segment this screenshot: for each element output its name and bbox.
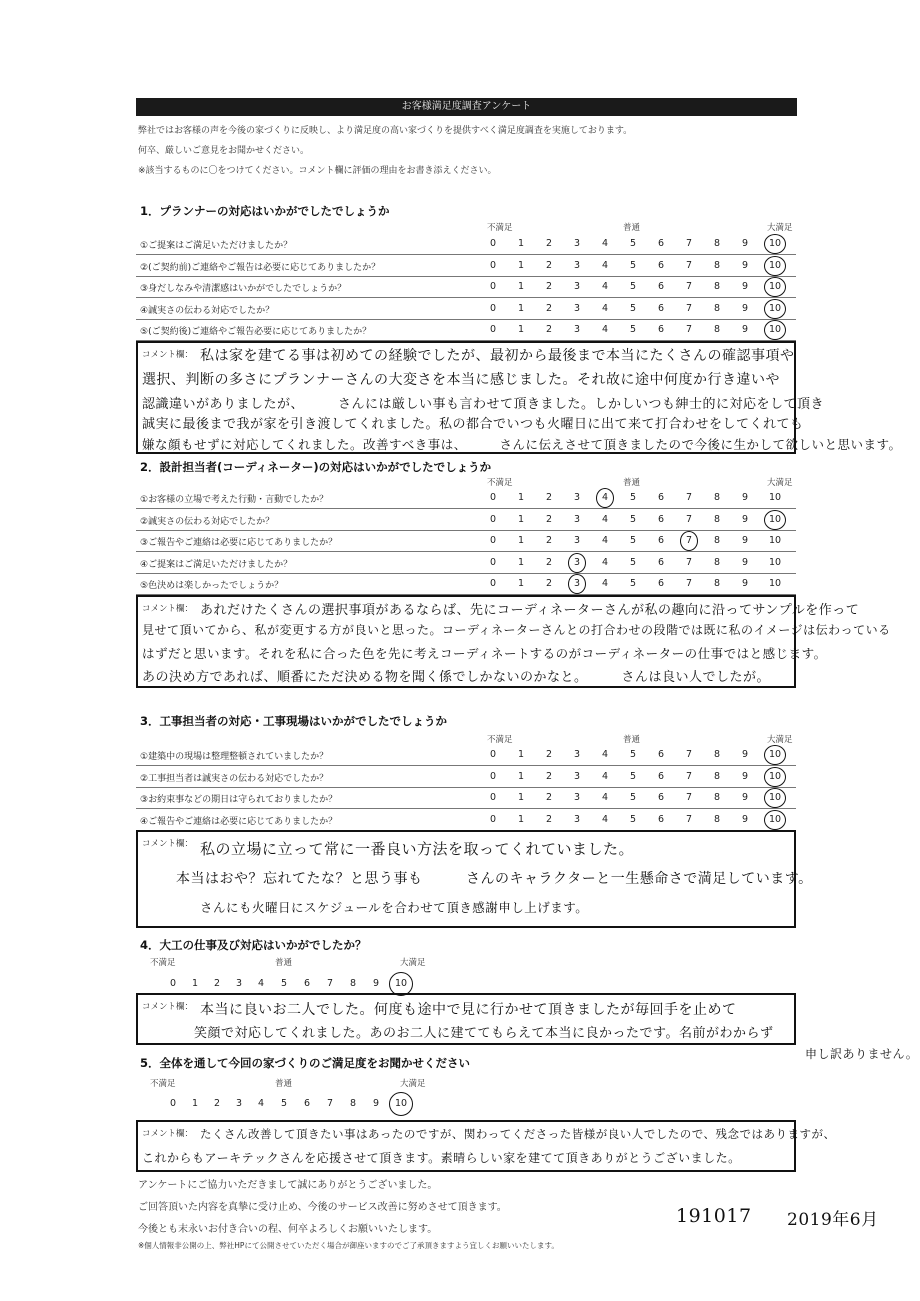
rating-option-6[interactable]: 6 (657, 813, 665, 825)
rating-option-1[interactable]: 1 (517, 770, 525, 782)
rating-option-8[interactable]: 8 (713, 792, 721, 803)
rating-option-4[interactable]: 4 (601, 770, 609, 782)
rating-option-1[interactable]: 1 (191, 978, 199, 989)
rating-option-1[interactable]: 1 (517, 281, 525, 292)
handwritten-id: 191017 (676, 1205, 752, 1227)
comment-line-overflow: 申し訳ありません。 (805, 1047, 919, 1061)
rating-option-3[interactable]: 3 (235, 1098, 243, 1109)
comment-line: たくさん改善して頂きたい事はあったのですが、関わってくださった皆様が良い人でしたので、残念ではありますが、 (200, 1127, 836, 1141)
rating-option-2[interactable]: 2 (545, 556, 553, 568)
rating-option-9[interactable]: 9 (741, 556, 749, 568)
rating-option-5[interactable]: 5 (280, 978, 288, 989)
rating-option-0[interactable]: 0 (489, 813, 497, 825)
rating-option-0[interactable]: 0 (489, 513, 497, 525)
rating-option-4[interactable]: 4 (601, 749, 609, 760)
comment-line: 嫌な顔もせずに対応してくれました。改善すべき事は、 さんに伝えさせて頂きましたので今後に生かして欲しいと思います。 (142, 437, 902, 452)
rating-option-7[interactable]: 7 (685, 556, 693, 568)
comment-line: これからもアーキテックさんを応援させて頂きます。素晴らしい家を建てて頂きありがとうございました。 (142, 1151, 741, 1165)
rating-option-7[interactable]: 7 (685, 238, 693, 249)
rating-option-1[interactable]: 1 (517, 749, 525, 760)
comment-label: コメント欄： (142, 1129, 194, 1139)
comment-label: コメント欄： (142, 604, 194, 614)
question-text: ④誠実さの伝わる対応でしたか？ (140, 305, 275, 316)
section-4-title: 4．大工の仕事及び対応はいかがでしたか？ (140, 938, 367, 952)
rating-option-1[interactable]: 1 (517, 238, 525, 249)
rating-option-4[interactable]: 4 (601, 535, 609, 546)
comment-label: コメント欄： (142, 1002, 194, 1012)
rating-option-1[interactable]: 1 (517, 535, 525, 546)
footer-line-2: ご回答頂いた内容を真摯に受け止め、今後のサービス改善に努めさせて頂きます。 (138, 1202, 507, 1213)
rating-option-1[interactable]: 1 (517, 324, 525, 335)
rating-option-3[interactable]: 3 (573, 259, 581, 271)
rating-option-3[interactable]: 3 (573, 770, 581, 782)
rating-option-1[interactable]: 1 (517, 813, 525, 825)
comment-line: 笑顔で対応してくれました。あのお二人に建ててもらえて本当に良かったです。名前がわからず (194, 1026, 774, 1041)
selected-rating-circle (764, 767, 786, 787)
question-text: ②工事担当者は誠実さの伝わる対応でしたか？ (140, 773, 329, 784)
comment-line: あの決め方であれば、順番にただ決める物を聞く係でしかないのかなと。 さんは良い人でしたが。 (142, 670, 771, 685)
scale-low-label: 不満足 (150, 958, 176, 968)
rating-option-3[interactable]: 3 (573, 535, 581, 546)
question-row (136, 233, 796, 255)
rating-option-8[interactable]: 8 (713, 281, 721, 292)
rating-option-6[interactable]: 6 (657, 792, 665, 803)
survey-title-bar: お客様満足度調査アンケート (136, 98, 797, 116)
rating-option-0[interactable]: 0 (489, 556, 497, 568)
question-text: ①建築中の現場は整理整頓されていましたか？ (140, 752, 329, 762)
selected-rating-circle (568, 553, 586, 573)
rating-option-8[interactable]: 8 (713, 578, 721, 589)
rating-option-2[interactable]: 2 (545, 302, 553, 314)
rating-option-9[interactable]: 9 (741, 813, 749, 825)
rating-option-6[interactable]: 6 (657, 324, 665, 335)
question-row (136, 319, 796, 341)
rating-option-0[interactable]: 0 (489, 749, 497, 760)
question-row (136, 766, 796, 788)
question-text: ⑤(ご契約後)ご連絡やご報告必要に応じてありましたか？ (140, 327, 372, 337)
rating-option-6[interactable]: 6 (657, 492, 665, 503)
section-3-comment-box[interactable] (136, 830, 813, 928)
question-row (136, 573, 796, 595)
rating-option-8[interactable]: 8 (713, 749, 721, 760)
comment-label: コメント欄： (142, 839, 194, 849)
rating-option-2[interactable]: 2 (545, 259, 553, 271)
question-text: ①ご提案はご満足いただけましたか？ (140, 241, 293, 251)
rating-option-9[interactable]: 9 (741, 238, 749, 249)
rating-option-2[interactable]: 2 (545, 770, 553, 782)
rating-option-9[interactable]: 9 (741, 324, 749, 335)
scale-high-label: 大満足 (767, 223, 793, 233)
rating-option-0[interactable]: 0 (489, 259, 497, 271)
rating-option-8[interactable]: 8 (713, 302, 721, 314)
scale-mid-label: 普通 (275, 958, 293, 968)
rating-option-4[interactable]: 4 (601, 513, 609, 525)
rating-option-10[interactable]: 10 (768, 513, 782, 525)
scale-high-label: 大満足 (400, 958, 426, 968)
rating-option-8[interactable]: 8 (713, 324, 721, 335)
selected-rating-circle (596, 488, 614, 508)
selected-rating-circle (764, 320, 786, 340)
rating-option-7[interactable]: 7 (685, 770, 693, 782)
rating-option-8[interactable]: 8 (713, 238, 721, 249)
rating-option-9[interactable]: 9 (741, 749, 749, 760)
rating-option-6[interactable]: 6 (657, 238, 665, 249)
question-row (136, 744, 796, 766)
section-4-comment-box[interactable] (136, 993, 796, 1045)
scale-low-label: 不満足 (487, 478, 513, 488)
comment-line: さんにも火曜日にスケジュールを合わせて頂き感謝申し上げます。 (200, 900, 589, 915)
rating-option-6[interactable]: 6 (303, 978, 311, 989)
rating-option-4[interactable]: 4 (601, 492, 609, 503)
rating-option-1[interactable]: 1 (517, 556, 525, 568)
rating-option-5[interactable]: 5 (629, 535, 637, 546)
rating-option-9[interactable]: 9 (741, 492, 749, 503)
rating-option-9[interactable]: 9 (741, 281, 749, 292)
rating-option-6[interactable]: 6 (303, 1098, 311, 1109)
comment-line: 誠実に最後まで我が家を引き渡してくれました。私の都合でいつも火曜日に出て来て打合わせをしてくれても (142, 417, 804, 432)
rating-option-7[interactable]: 7 (685, 749, 693, 760)
rating-option-2[interactable]: 2 (545, 492, 553, 503)
rating-option-10[interactable]: 10 (768, 324, 782, 335)
question-row (136, 509, 796, 531)
rating-option-10[interactable]: 10 (768, 813, 782, 825)
rating-option-6[interactable]: 6 (657, 281, 665, 292)
rating-option-10[interactable]: 10 (768, 302, 782, 314)
rating-option-5[interactable]: 5 (629, 238, 637, 249)
question-text: ①お客様の立場で考えた行動・言動でしたか？ (140, 495, 329, 505)
rating-option-10[interactable]: 10 (768, 259, 782, 271)
rating-option-9[interactable]: 9 (741, 259, 749, 271)
question-row (136, 809, 796, 831)
intro-line-3: ※該当するものに〇をつけてください。コメント欄に評価の理由をお書き添えください。 (138, 166, 497, 176)
rating-option-10[interactable]: 10 (768, 749, 782, 760)
rating-option-7[interactable]: 7 (685, 324, 693, 335)
rating-option-2[interactable]: 2 (213, 1098, 221, 1109)
section-2-comment-box[interactable] (136, 595, 891, 688)
rating-option-5[interactable]: 5 (629, 324, 637, 335)
rating-option-2[interactable]: 2 (545, 813, 553, 825)
rating-option-7[interactable]: 7 (685, 259, 693, 271)
rating-option-6[interactable]: 6 (657, 578, 665, 589)
rating-option-10[interactable]: 10 (394, 1098, 408, 1109)
rating-option-7[interactable]: 7 (326, 978, 334, 989)
rating-option-8[interactable]: 8 (349, 978, 357, 989)
rating-option-9[interactable]: 9 (741, 792, 749, 803)
rating-option-6[interactable]: 6 (657, 513, 665, 525)
rating-option-8[interactable]: 8 (713, 513, 721, 525)
intro-line-2: 何卒、厳しいご意見をお聞かせください。 (138, 146, 310, 156)
rating-option-1[interactable]: 1 (517, 578, 525, 589)
question-row (136, 255, 796, 277)
comment-line: 私の立場に立って常に一番良い方法を取ってくれていました。 (200, 840, 635, 858)
rating-option-9[interactable]: 9 (741, 302, 749, 314)
rating-option-0[interactable]: 0 (169, 978, 177, 989)
comment-line: あれだけたくさんの選択事項があるならば、先にコーディネーターさんが私の趣向に沿ってサンプルを作って (200, 603, 860, 618)
rating-option-4[interactable]: 4 (257, 978, 265, 989)
rating-option-7[interactable]: 7 (685, 281, 693, 292)
rating-option-10[interactable]: 10 (768, 492, 782, 503)
comment-line: 私は家を建てる事は初めての経験でしたが、最初から最後まで本当にたくさんの確認事項や (200, 348, 795, 364)
question-text: ④ご報告やご連絡は必要に応じてありましたか？ (140, 816, 338, 827)
rating-option-1[interactable]: 1 (517, 259, 525, 271)
rating-option-5[interactable]: 5 (629, 749, 637, 760)
rating-option-3[interactable]: 3 (235, 978, 243, 989)
selected-rating-circle (764, 745, 786, 765)
rating-option-0[interactable]: 0 (489, 535, 497, 546)
section-1-comment-box[interactable] (136, 341, 902, 454)
rating-option-9[interactable]: 9 (741, 578, 749, 589)
rating-option-8[interactable]: 8 (349, 1098, 357, 1109)
rating-option-2[interactable]: 2 (545, 578, 553, 589)
rating-option-0[interactable]: 0 (489, 281, 497, 292)
rating-option-5[interactable]: 5 (629, 813, 637, 825)
rating-option-4[interactable]: 4 (601, 578, 609, 589)
section-3-title: 3．工事担当者の対応・工事現場はいかがでしたでしょうか (140, 714, 447, 728)
rating-option-8[interactable]: 8 (713, 259, 721, 271)
rating-option-5[interactable]: 5 (629, 259, 637, 271)
rating-option-8[interactable]: 8 (713, 492, 721, 503)
scale-low-label: 不満足 (150, 1079, 176, 1089)
rating-option-2[interactable]: 2 (545, 238, 553, 249)
comment-line: 選択、判断の多さにプランナーさんの大変さを本当に感じました。それ故に途中何度か行き違いや (142, 372, 780, 388)
question-text: ④ご提案はご満足いただけましたか？ (140, 559, 293, 570)
rating-option-5[interactable]: 5 (280, 1098, 288, 1109)
comment-line: 認識違いがありましたが、 さんには厳しい事も言わせて頂きました。しかしいつも紳士的に対応をして頂き (142, 397, 825, 412)
question-text: ②(ご契約前)ご連絡やご報告は必要に応じてありましたか？ (140, 262, 381, 273)
rating-option-9[interactable]: 9 (372, 1098, 380, 1109)
section-1-title: 1．プランナーの対応はいかがでしたでしょうか (140, 204, 390, 218)
rating-option-7[interactable]: 7 (685, 578, 693, 589)
rating-option-4[interactable]: 4 (601, 792, 609, 803)
rating-option-2[interactable]: 2 (545, 513, 553, 525)
section-5-comment-box[interactable] (136, 1120, 836, 1172)
rating-option-8[interactable]: 8 (713, 556, 721, 568)
rating-option-3[interactable]: 3 (573, 792, 581, 803)
rating-option-5[interactable]: 5 (629, 792, 637, 803)
rating-option-10[interactable]: 10 (394, 978, 408, 989)
rating-option-10[interactable]: 10 (768, 281, 782, 292)
footer-line-3: 今後とも末永いお付き合いの程、何卒よろしくお願いいたします。 (138, 1224, 438, 1235)
rating-option-8[interactable]: 8 (713, 535, 721, 546)
selected-rating-circle (764, 234, 786, 254)
rating-option-8[interactable]: 8 (713, 813, 721, 825)
rating-option-0[interactable]: 0 (489, 578, 497, 589)
question-text: ③身だしなみや清潔感はいかがでしたでしょうか？ (140, 284, 347, 294)
rating-option-10[interactable]: 10 (768, 578, 782, 589)
rating-option-4[interactable]: 4 (601, 259, 609, 271)
rating-option-7[interactable]: 7 (685, 492, 693, 503)
rating-option-4[interactable]: 4 (601, 324, 609, 335)
rating-option-6[interactable]: 6 (657, 770, 665, 782)
rating-option-4[interactable]: 4 (601, 238, 609, 249)
rating-option-0[interactable]: 0 (489, 238, 497, 249)
handwritten-date: 2019年6月 (787, 1210, 879, 1230)
rating-option-3[interactable]: 3 (573, 281, 581, 292)
rating-option-2[interactable]: 2 (213, 978, 221, 989)
rating-option-3[interactable]: 3 (573, 749, 581, 760)
selected-rating-circle (389, 1092, 413, 1116)
rating-option-9[interactable]: 9 (741, 535, 749, 546)
rating-option-3[interactable]: 3 (573, 556, 581, 568)
rating-option-4[interactable]: 4 (601, 281, 609, 292)
rating-option-2[interactable]: 2 (545, 324, 553, 335)
rating-option-3[interactable]: 3 (573, 324, 581, 335)
scale-mid-label: 普通 (623, 223, 641, 233)
rating-option-7[interactable]: 7 (685, 513, 693, 525)
rating-option-10[interactable]: 10 (768, 535, 782, 546)
rating-option-6[interactable]: 6 (657, 749, 665, 760)
rating-option-10[interactable]: 10 (768, 770, 782, 782)
scale-mid-label: 普通 (275, 1079, 293, 1089)
rating-option-7[interactable]: 7 (685, 813, 693, 825)
comment-line: 見せて頂いてから、私が変更する方が良いと思った。コーディネーターさんとの打合わせの段階では既に私のイメージは伝わっている (142, 623, 891, 637)
rating-option-9[interactable]: 9 (741, 770, 749, 782)
rating-option-6[interactable]: 6 (657, 535, 665, 546)
question-text: ②誠実さの伝わる対応でしたか？ (140, 516, 275, 527)
scale-mid-label: 普通 (623, 735, 641, 745)
rating-option-9[interactable]: 9 (372, 978, 380, 989)
comment-line: 本当に良いお二人でした。何度も途中で見に行かせて頂きましたが毎回手を止めて (200, 1002, 737, 1018)
scale-low-label: 不満足 (487, 223, 513, 233)
privacy-note: ※個人情報非公開の上、弊社HPにて公開させていただく場合が御座いますのでご了承頂きますよう宜しくお願いいたします。 (138, 1241, 559, 1250)
rating-option-3[interactable]: 3 (573, 302, 581, 314)
selected-rating-circle (764, 810, 786, 830)
section-2-title: 2．設計担当者(コーディネーター)の対応はいかがでしたでしょうか (140, 460, 492, 474)
question-row (136, 787, 796, 809)
rating-option-6[interactable]: 6 (657, 302, 665, 314)
rating-option-2[interactable]: 2 (545, 281, 553, 292)
rating-option-7[interactable]: 7 (685, 535, 693, 546)
rating-option-3[interactable]: 3 (573, 513, 581, 525)
rating-option-4[interactable]: 4 (601, 556, 609, 568)
selected-rating-circle (680, 531, 698, 551)
rating-option-0[interactable]: 0 (489, 302, 497, 314)
rating-option-4[interactable]: 4 (257, 1098, 265, 1109)
rating-option-7[interactable]: 7 (685, 302, 693, 314)
intro-line-1: 弊社ではお客様の声を今後の家づくりに反映し、より満足度の高い家づくりを提供すべく満足度調査を実施しております。 (138, 126, 633, 136)
question-row (136, 552, 796, 574)
rating-option-3[interactable]: 3 (573, 238, 581, 249)
rating-option-5[interactable]: 5 (629, 302, 637, 314)
question-row (136, 276, 796, 298)
rating-option-5[interactable]: 5 (629, 770, 637, 782)
scale-high-label: 大満足 (767, 478, 793, 488)
scale-mid-label: 普通 (623, 478, 641, 488)
rating-option-4[interactable]: 4 (601, 813, 609, 825)
rating-option-10[interactable]: 10 (768, 556, 782, 568)
rating-option-2[interactable]: 2 (545, 792, 553, 803)
question-text: ③ご報告やご連絡は必要に応じてありましたか？ (140, 538, 338, 548)
comment-label: コメント欄： (142, 350, 194, 360)
scale-high-label: 大満足 (767, 735, 793, 745)
rating-option-7[interactable]: 7 (685, 792, 693, 803)
rating-option-1[interactable]: 1 (517, 513, 525, 525)
rating-option-5[interactable]: 5 (629, 513, 637, 525)
rating-option-4[interactable]: 4 (601, 302, 609, 314)
selected-rating-circle (764, 277, 786, 297)
rating-option-2[interactable]: 2 (545, 535, 553, 546)
rating-option-5[interactable]: 5 (629, 281, 637, 292)
rating-option-5[interactable]: 5 (629, 492, 637, 503)
rating-option-9[interactable]: 9 (741, 513, 749, 525)
scale-high-label: 大満足 (400, 1079, 426, 1089)
comment-line: はずだと思います。それを私に合った色を先に考えコーディネートするのがコーディネーターの仕事ではと感じます。 (142, 646, 827, 661)
question-text: ③お約束事などの期日は守られておりましたか？ (140, 795, 338, 805)
section-5-title: 5．全体を通して今回の家づくりのご満足度をお聞かせください (140, 1056, 470, 1070)
comment-line: 本当はおや？忘れてたな？と思う事も さんのキャラクターと一生懸命さで満足しています。 (176, 871, 813, 887)
rating-option-8[interactable]: 8 (713, 770, 721, 782)
rating-option-7[interactable]: 7 (326, 1098, 334, 1109)
selected-rating-circle (764, 256, 786, 276)
selected-rating-circle (764, 788, 786, 808)
rating-option-1[interactable]: 1 (191, 1098, 199, 1109)
rating-option-0[interactable]: 0 (489, 324, 497, 335)
rating-option-2[interactable]: 2 (545, 749, 553, 760)
rating-option-5[interactable]: 5 (629, 556, 637, 568)
rating-option-1[interactable]: 1 (517, 792, 525, 803)
question-row (136, 530, 796, 552)
rating-option-0[interactable]: 0 (489, 770, 497, 782)
rating-option-6[interactable]: 6 (657, 556, 665, 568)
rating-option-0[interactable]: 0 (169, 1098, 177, 1109)
rating-option-1[interactable]: 1 (517, 492, 525, 503)
rating-option-3[interactable]: 3 (573, 492, 581, 503)
rating-option-1[interactable]: 1 (517, 302, 525, 314)
rating-option-10[interactable]: 10 (768, 238, 782, 249)
rating-option-10[interactable]: 10 (768, 792, 782, 803)
selected-rating-circle (568, 574, 586, 594)
question-row (136, 298, 796, 320)
rating-option-5[interactable]: 5 (629, 578, 637, 589)
rating-option-6[interactable]: 6 (657, 259, 665, 271)
question-text: ⑤色決めは楽しかったでしょうか？ (140, 581, 284, 591)
selected-rating-circle (764, 299, 786, 319)
rating-option-0[interactable]: 0 (489, 792, 497, 803)
question-row (136, 487, 796, 509)
rating-option-3[interactable]: 3 (573, 813, 581, 825)
scale-low-label: 不満足 (487, 735, 513, 745)
footer-line-1: アンケートにご協力いただきまして誠にありがとうございました。 (138, 1180, 438, 1191)
rating-option-0[interactable]: 0 (489, 492, 497, 503)
selected-rating-circle (764, 510, 786, 530)
rating-option-3[interactable]: 3 (573, 578, 581, 589)
